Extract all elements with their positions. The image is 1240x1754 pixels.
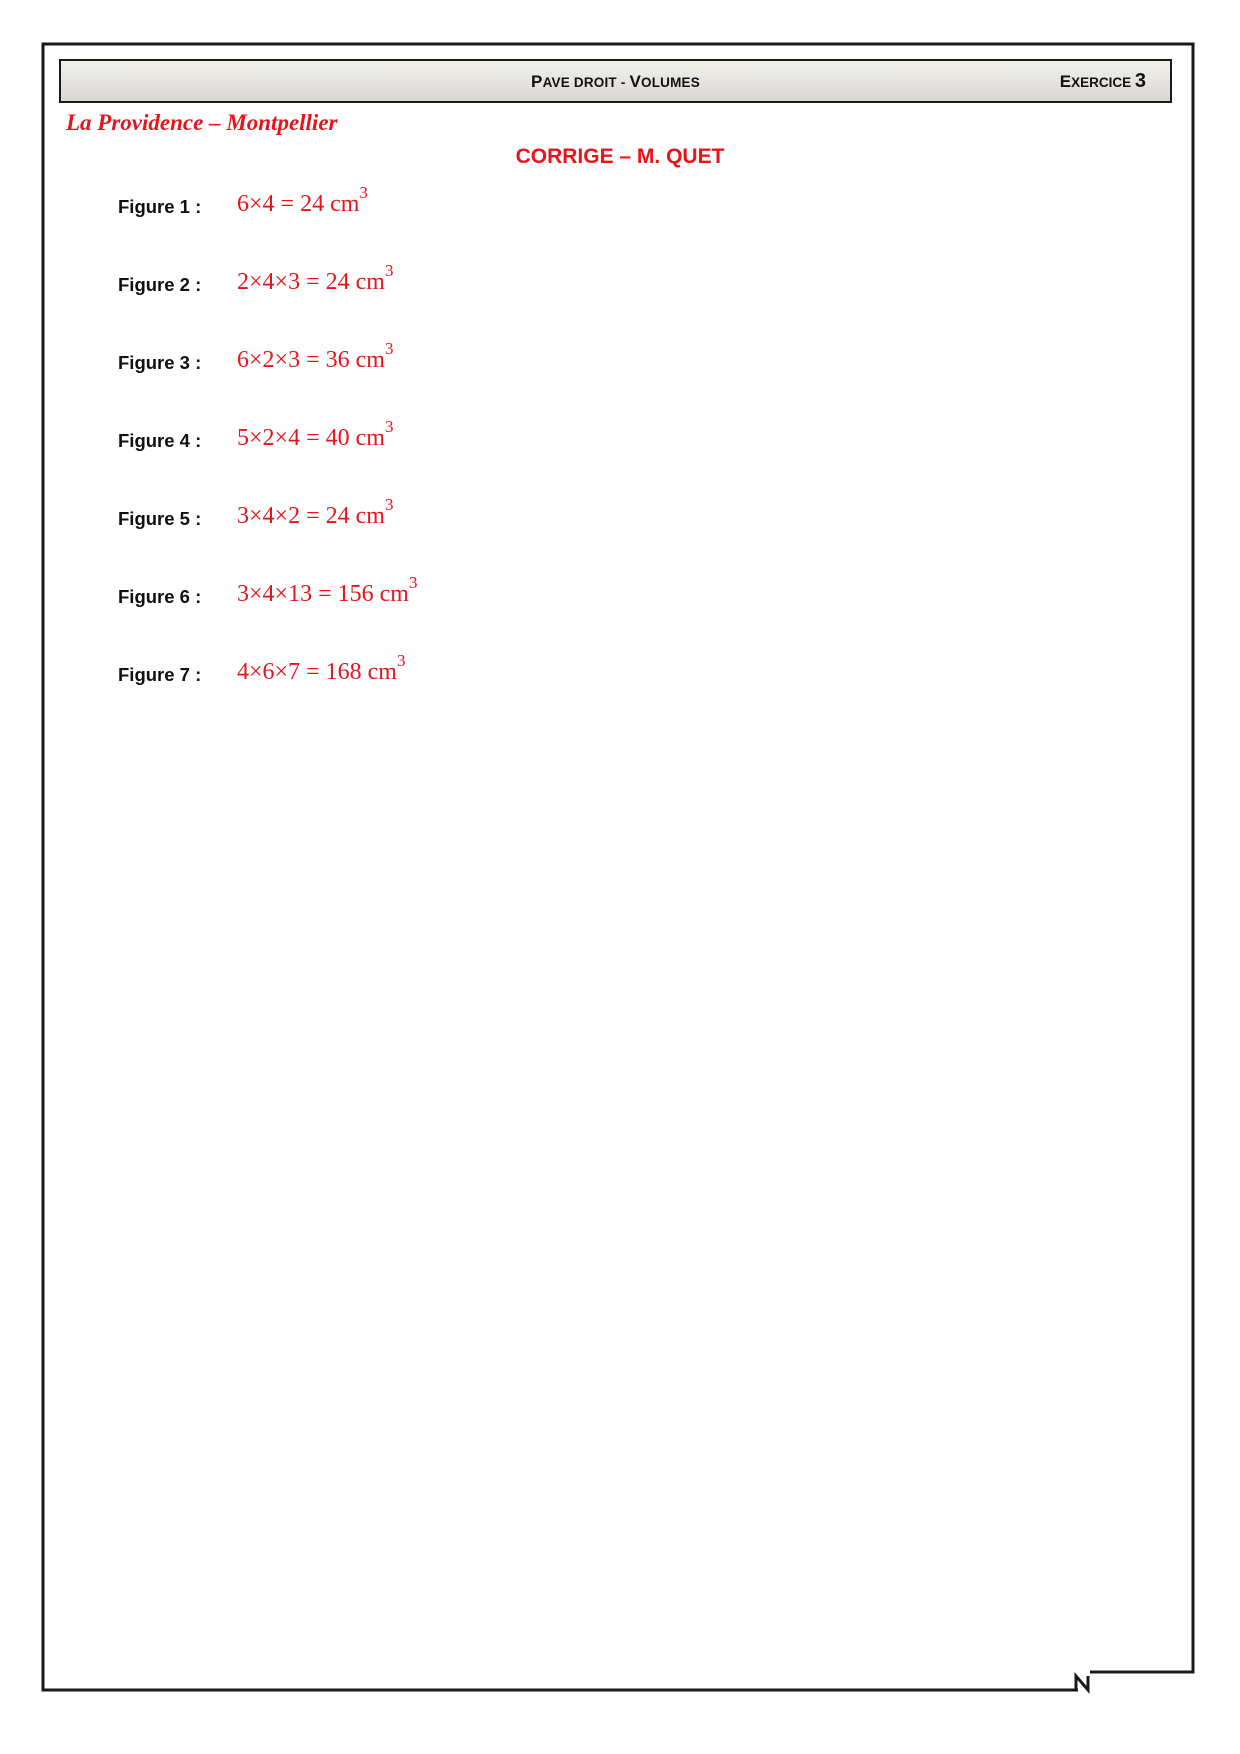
header-title-small1: AVE DROIT - [542,75,630,90]
unit-exponent: 3 [384,261,394,280]
school-name: La Providence – Montpellier [66,110,338,135]
figure-label: Figure 3 : [118,352,202,373]
answer-expression: 5×2×4 = 40 cm [237,425,385,451]
answer-expression: 6×4 = 24 cm [237,191,360,217]
unit-exponent: 3 [408,573,418,592]
answer-expression: 3×4×13 = 156 cm [237,581,409,607]
page-border [43,44,1193,1690]
figure-answer [237,573,418,608]
header-title [61,72,1170,92]
unit-exponent: 3 [384,495,394,514]
answer-expression: 3×4×2 = 24 cm [237,503,385,529]
exercise-cap: E [1059,72,1072,91]
exercise-small: XERCICE [1071,75,1135,90]
header-title-cap2: V [629,72,642,91]
unit-exponent: 3 [396,651,406,670]
figure-label: Figure 2 : [118,274,202,295]
figure-answer [237,651,406,686]
unit-exponent: 3 [384,417,394,436]
figure-answer [237,339,394,374]
header-bar [59,59,1172,103]
figure-answer [237,183,368,218]
answer-expression: 4×6×7 = 168 cm [237,659,397,685]
figure-answer [237,261,394,296]
exercise-label [1060,70,1146,93]
header-title-small2: OLUMES [641,75,700,90]
unit-exponent: 3 [384,339,394,358]
answer-expression: 2×4×3 = 24 cm [237,269,385,295]
figure-label: Figure 1 : [118,196,202,217]
header-title-cap1: P [531,72,543,91]
answer-expression: 6×2×3 = 36 cm [237,347,385,373]
correction-title: CORRIGE – M. QUET [515,145,725,168]
page-corner-mark [1076,1676,1088,1690]
figure-label: Figure 4 : [118,430,202,451]
figure-label: Figure 7 : [118,664,202,685]
figure-answer [237,417,394,452]
figure-label: Figure 6 : [118,586,202,607]
figure-answer [237,495,394,530]
figure-label: Figure 5 : [118,508,202,529]
exercise-number: 3 [1134,70,1146,92]
unit-exponent: 3 [359,183,368,202]
